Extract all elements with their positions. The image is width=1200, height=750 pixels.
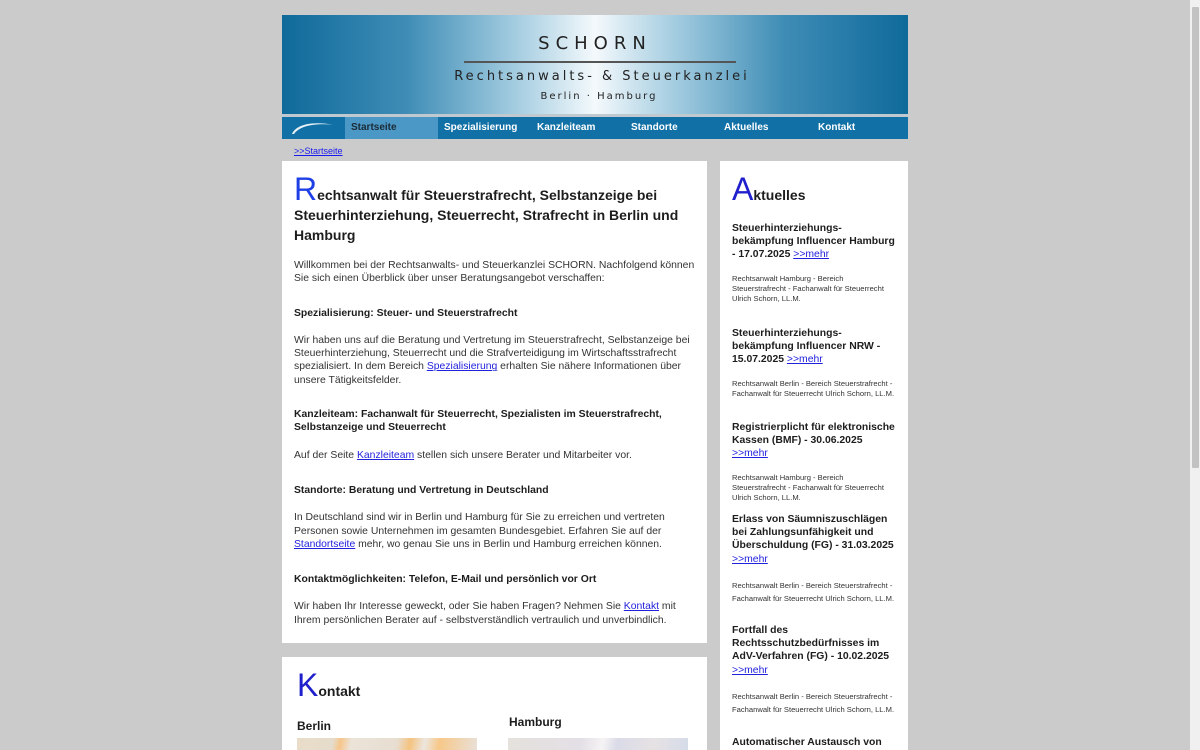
kontakt-box	[282, 657, 707, 750]
news-item: Erlass von Säumniszuschlägen bei Zahlungsunfähigkeit und Überschuldung (FG) - 31.03.2025 >>mehr Rechtsanwalt Berlin - Bereich Steuerstrafrecht - Fachanwalt für Steuerrecht Ulrich Schorn, LL.M.	[732, 514, 895, 603]
news-item: Fortfall des Rechtsschutzbedürfnisses im AdV-Verfahren (FG) - 10.02.2025 >>mehr Rechtsanwalt Berlin - Bereich Steuerstrafrecht - Fachanwalt für Steuerrecht Ulrich Schorn, LL.M.	[732, 625, 895, 714]
more-link[interactable]: >>mehr	[732, 448, 768, 460]
section-text-kanzleiteam: Auf der Seite Kanzleiteam stellen sich unsere Berater und Mitarbeiter vor.	[294, 449, 632, 461]
nav-item-kontakt[interactable]: Kontakt	[818, 122, 856, 133]
news-item: Steuerhinterziehungs-bekämpfung Influencer Hamburg - 17.07.2025 >>mehr Rechtsanwalt Hamburg - Bereich Steuerstrafrecht - Fachanwalt für Steuerrecht Ulrich Schorn, LL.M.	[732, 223, 895, 303]
section-heading-kanzleiteam: Kanzleiteam: Fachanwalt für Steuerrecht, Spezialisten im Steuerstrafrecht, Selbstanzeige und Steuerrecht	[294, 409, 662, 434]
main-nav	[282, 117, 908, 139]
brand-subtitle: Rechtsanwalts- & Steuerkanzlei	[454, 69, 750, 84]
scrollbar-thumb[interactable]	[1192, 7, 1199, 468]
section-text-spezialisierung: Wir haben uns auf die Beratung und Vertretung im Steuerstrafrecht, Selbstanzeige bei Steuerhinterziehung, Steuerrecht und die Strafverteidigung im Wirtschaftsstrafrecht spezialisiert. In dem Bereich Spezialisierung erhalten Sie nähere Informationen über unsere Tätigkeitsfelder.	[294, 334, 690, 386]
map-berlin[interactable]	[297, 738, 477, 750]
link-standortseite[interactable]: Standortseite	[294, 538, 356, 550]
link-spezialisierung[interactable]: Spezialisierung	[426, 361, 498, 373]
more-link[interactable]: >>mehr	[793, 249, 830, 261]
more-link[interactable]: >>mehr	[786, 354, 823, 366]
header	[282, 15, 908, 139]
kontakt-title: Kontakt	[297, 667, 361, 703]
city-hamburg: Hamburg	[509, 715, 562, 729]
map-hamburg[interactable]	[508, 738, 688, 750]
nav-item-startseite[interactable]: Startseite	[345, 117, 438, 139]
swoosh-logo-icon[interactable]	[282, 117, 345, 139]
section-text-kontakt: Wir haben Ihr Interesse geweckt, oder Sie haben Fragen? Nehmen Sie Kontakt mit Ihrem persönlichen Berater auf - selbstverständlich vertraulich und unverbindlich.	[294, 601, 676, 626]
nav-item-aktuelles[interactable]: Aktuelles	[724, 122, 769, 133]
city-berlin: Berlin	[297, 719, 332, 733]
brand-name: SCHORN	[538, 33, 652, 54]
page-title: Rechtsanwalt für Steuerstrafrecht, Selbstanzeige bei Steuerhinterziehung, Steuerrecht, Strafrecht in Berlin und Hamburg	[294, 171, 679, 243]
brand-cities: Berlin · Hamburg	[540, 91, 658, 102]
breadcrumb-startseite[interactable]: >>Startseite	[294, 146, 343, 156]
section-text-standorte: In Deutschland sind wir in Berlin und Hamburg für Sie zu erreichen und vertreten Personen sowie Unternehmen im gesamten Bundesgebiet. Erfahren Sie auf der Standortseite mehr, wo genau Sie uns in Berlin und Hamburg erreichen können.	[294, 512, 665, 550]
nav-item-spezialisierung[interactable]: Spezialisierung	[444, 122, 518, 133]
more-link[interactable]: >>mehr	[732, 664, 768, 676]
news-item: Steuerhinterziehungs-bekämpfung Influencer NRW - 15.07.2025 >>mehr Rechtsanwalt Berlin - Bereich Steuerstrafrecht - Fachanwalt für Steuerrecht Ulrich Schorn, LL.M.	[732, 328, 895, 398]
news-item: Automatischer Austausch von	[732, 737, 882, 748]
link-kanzleiteam[interactable]: Kanzleiteam	[356, 449, 415, 461]
intro-text: Willkommen bei der Rechtsanwalts- und Steuerkanzlei SCHORN. Nachfolgend können Sie sich einen Überblick über unser Beratungsangebot verschaffen:	[294, 260, 695, 285]
header-banner	[282, 15, 908, 117]
section-heading-kontakt: Kontaktmöglichkeiten: Telefon, E-Mail und persönlich vor Ort	[294, 574, 597, 586]
page-scrollbar[interactable]	[1190, 0, 1200, 750]
news-item: Registrierplicht für elektronische Kassen (BMF) - 30.06.2025 >>mehr Rechtsanwalt Hamburg - Bereich Steuerstrafrecht - Fachanwalt für Steuerrecht Ulrich Schorn, LL.M.	[732, 422, 895, 502]
banner-divider	[464, 61, 736, 63]
main-content	[282, 161, 707, 643]
nav-item-standorte[interactable]: Standorte	[631, 122, 678, 133]
section-heading-spezialisierung: Spezialisierung: Steuer- und Steuerstrafrecht	[294, 307, 518, 319]
link-kontakt[interactable]: Kontakt	[623, 601, 660, 613]
title-initial: R	[294, 171, 318, 207]
nav-item-kanzleiteam[interactable]: Kanzleiteam	[537, 122, 596, 133]
more-link[interactable]: >>mehr	[732, 553, 768, 565]
aktuelles-title: Aktuelles	[732, 171, 806, 207]
section-heading-standorte: Standorte: Beratung und Vertretung in Deutschland	[294, 484, 549, 496]
aktuelles-sidebar	[720, 161, 908, 750]
